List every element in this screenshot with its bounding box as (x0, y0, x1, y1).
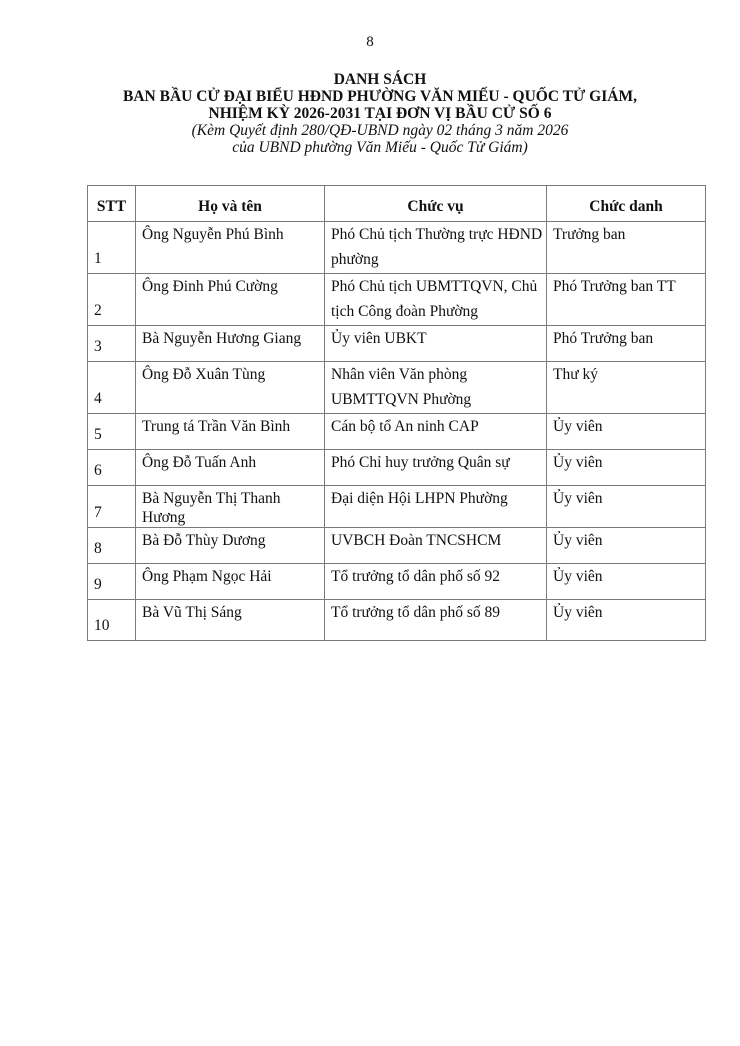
table-header-row (88, 186, 706, 222)
cell-stt: 10 (88, 600, 136, 641)
table-row (88, 450, 706, 486)
cell-position: Cán bộ tổ An ninh CAP (325, 414, 547, 450)
cell-name: Ông Nguyễn Phú Bình (136, 222, 325, 274)
committee-table-container (87, 185, 706, 641)
cell-name: Ông Đinh Phú Cường (136, 274, 325, 326)
committee-table (87, 185, 706, 641)
cell-position: Tổ trưởng tổ dân phố số 92 (325, 564, 547, 600)
cell-role: Phó Trưởng ban TT (547, 274, 706, 326)
table-row (88, 326, 706, 362)
column-header-role: Chức danh (547, 186, 706, 222)
table-row (88, 362, 706, 414)
cell-stt: 8 (88, 528, 136, 564)
cell-name: Bà Vũ Thị Sáng (136, 600, 325, 641)
cell-name: Bà Đỗ Thùy Dương (136, 528, 325, 564)
cell-role: Ủy viên (547, 600, 706, 641)
document-header (60, 71, 700, 156)
cell-name: Ông Đỗ Tuấn Anh (136, 450, 325, 486)
table-row (88, 222, 706, 274)
decision-note-line2: của UBND phường Văn Miếu - Quốc Tử Giám) (232, 139, 528, 156)
cell-name: Ông Phạm Ngọc Hải (136, 564, 325, 600)
column-header-name: Họ và tên (136, 186, 325, 222)
table-row (88, 528, 706, 564)
cell-role: Ủy viên (547, 564, 706, 600)
column-header-position: Chức vụ (325, 186, 547, 222)
cell-role: Trưởng ban (547, 222, 706, 274)
table-row (88, 486, 706, 528)
cell-stt: 9 (88, 564, 136, 600)
column-header-stt: STT (88, 186, 136, 222)
cell-role: Ủy viên (547, 486, 706, 528)
cell-stt: 2 (88, 274, 136, 326)
cell-role: Ủy viên (547, 528, 706, 564)
table-row (88, 414, 706, 450)
document-title: DANH SÁCH (333, 71, 427, 88)
cell-position: Phó Chủ tịch Thường trực HĐND phường (325, 222, 547, 274)
cell-position: Phó Chủ tịch UBMTTQVN, Chủ tịch Công đoàn Phường (325, 274, 547, 326)
cell-position: Phó Chỉ huy trưởng Quân sự (325, 450, 547, 486)
cell-stt: 6 (88, 450, 136, 486)
table-row (88, 564, 706, 600)
table-row (88, 600, 706, 641)
cell-role: Phó Trưởng ban (547, 326, 706, 362)
cell-role: Ủy viên (547, 450, 706, 486)
document-subtitle-line2: NHIỆM KỲ 2026-2031 TẠI ĐƠN VỊ BẦU CỬ SỐ 6 (208, 105, 552, 122)
cell-name: Ông Đỗ Xuân Tùng (136, 362, 325, 414)
cell-stt: 1 (88, 222, 136, 274)
cell-stt: 7 (88, 486, 136, 528)
decision-note-line1: (Kèm Quyết định 280/QĐ-UBND ngày 02 tháng 3 năm 2026 (191, 122, 569, 139)
cell-position: Đại diện Hội LHPN Phường (325, 486, 547, 528)
cell-stt: 5 (88, 414, 136, 450)
cell-name: Bà Nguyễn Hương Giang (136, 326, 325, 362)
cell-role: Thư ký (547, 362, 706, 414)
cell-position: UVBCH Đoàn TNCSHCM (325, 528, 547, 564)
cell-position: Tổ trưởng tổ dân phố số 89 (325, 600, 547, 641)
cell-role: Ủy viên (547, 414, 706, 450)
table-row (88, 274, 706, 326)
page-number: 8 (366, 34, 374, 50)
cell-name: Trung tá Trần Văn Bình (136, 414, 325, 450)
cell-position: Ủy viên UBKT (325, 326, 547, 362)
cell-name: Bà Nguyễn Thị Thanh Hương (136, 486, 325, 528)
document-subtitle-line1: BAN BẦU CỬ ĐẠI BIỂU HĐND PHƯỜNG VĂN MIẾU - QUỐC TỬ GIÁM, (123, 88, 637, 105)
cell-position: Nhân viên Văn phòng UBMTTQVN Phường (325, 362, 547, 414)
cell-stt: 3 (88, 326, 136, 362)
cell-stt: 4 (88, 362, 136, 414)
